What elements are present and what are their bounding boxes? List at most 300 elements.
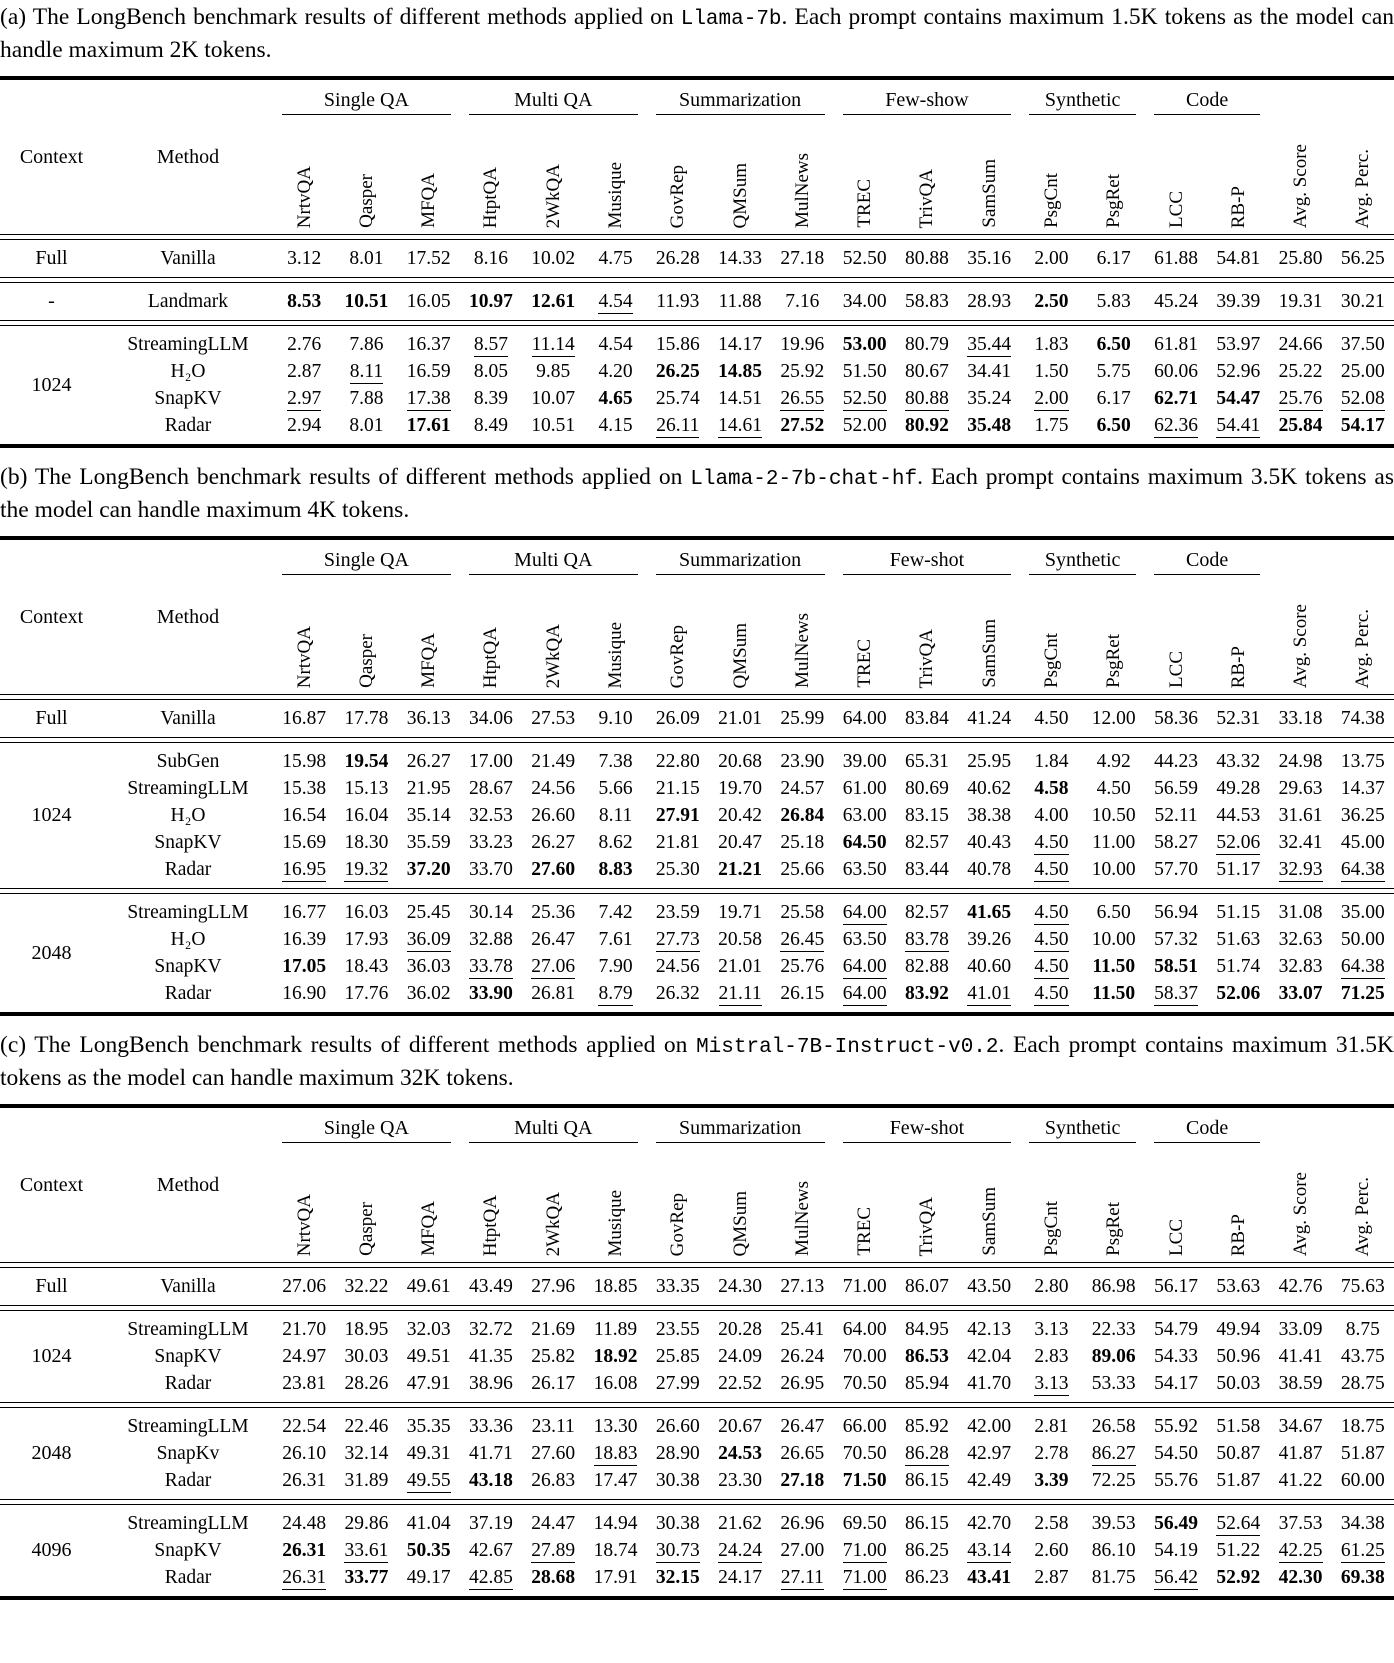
value-cell: 10.00: [1091, 929, 1136, 950]
value-cell: 2.60: [1034, 1540, 1069, 1561]
value-cell: 51.17: [1216, 859, 1261, 880]
value-cell: 50.03: [1216, 1373, 1261, 1394]
value-cell: [1269, 1564, 1331, 1591]
value-cell: [771, 926, 833, 953]
value-cell: 61.88: [1154, 248, 1198, 269]
value-cell: [522, 856, 584, 883]
value-cell: 22.33: [1091, 1319, 1136, 1340]
group-header: Code: [1186, 89, 1229, 111]
value-cell: [1145, 980, 1207, 1007]
second-best-value: 71.00: [842, 1567, 887, 1588]
best-value: 6.50: [1096, 415, 1131, 436]
model-name: Llama-2-7b-chat-hf: [690, 468, 918, 491]
column-header-label: SamSum: [978, 1187, 1000, 1256]
group-header: Multi QA: [514, 1117, 593, 1139]
value-cell: 27.00: [780, 1540, 825, 1561]
value-cell: 34.41: [967, 361, 1012, 382]
context-cell: Full: [35, 1275, 68, 1297]
value-cell: [1083, 1343, 1145, 1370]
value-cell: 18.74: [593, 1540, 638, 1561]
value-cell: 39.00: [842, 751, 887, 772]
column-header-cell: [481, 627, 500, 694]
value-cell: 25.66: [780, 859, 825, 880]
value-cell: 20.68: [718, 751, 763, 772]
value-cell: 23.90: [780, 751, 825, 772]
value-cell: [647, 412, 709, 439]
value-cell: 16.39: [282, 929, 327, 950]
value-cell: 35.59: [406, 832, 451, 853]
best-value: 53.00: [842, 334, 887, 355]
column-header-cell: [295, 626, 314, 694]
value-cell: 6.17: [1096, 248, 1131, 269]
context-cell: 2048: [31, 1442, 72, 1464]
method-cell: StreamingLLM: [127, 1319, 249, 1340]
method-cell: StreamingLLM: [127, 778, 249, 799]
value-cell: 15.98: [282, 751, 327, 772]
group-underline: [469, 114, 638, 115]
second-best-value: 35.44: [967, 334, 1012, 355]
value-cell: [1332, 953, 1394, 980]
value-cell: [834, 829, 896, 856]
value-cell: [834, 899, 896, 926]
value-cell: 9.85: [536, 361, 571, 382]
table-header: [0, 80, 1394, 234]
value-cell: 25.45: [406, 902, 451, 923]
method-cell: H₂O: [170, 929, 206, 950]
second-best-value: 71.00: [842, 1540, 887, 1561]
value-cell: [709, 412, 771, 439]
value-cell: 42.13: [967, 1319, 1012, 1340]
second-best-value: 2.00: [1034, 388, 1069, 409]
column-header-cell: [1104, 1202, 1123, 1262]
method-cell: SnapKV: [154, 956, 222, 977]
method-cell: StreamingLLM: [127, 1416, 249, 1437]
second-best-value: 4.50: [1034, 983, 1069, 1004]
value-cell: [522, 953, 584, 980]
method-cell: Landmark: [147, 291, 229, 312]
value-cell: 27.06: [282, 1276, 327, 1297]
value-cell: [1020, 980, 1082, 1007]
value-cell: 70.50: [842, 1443, 887, 1464]
value-cell: 54.33: [1154, 1346, 1198, 1367]
value-cell: 18.43: [344, 956, 389, 977]
value-cell: [398, 1537, 460, 1564]
value-cell: 15.13: [344, 778, 389, 799]
value-cell: 41.04: [406, 1513, 451, 1534]
value-cell: 21.01: [718, 708, 763, 729]
benchmark-table-a: [0, 76, 1394, 448]
column-header-cell: [731, 163, 750, 234]
value-cell: [522, 1564, 584, 1591]
second-best-value: 18.83: [593, 1443, 638, 1464]
best-value: 11.50: [1092, 956, 1136, 977]
value-cell: [958, 1537, 1020, 1564]
value-cell: 63.50: [842, 859, 887, 880]
group-underline: [843, 574, 1012, 575]
column-header-cell: [1229, 1214, 1248, 1262]
value-cell: 56.94: [1154, 902, 1198, 923]
value-cell: 3.13: [1034, 1319, 1069, 1340]
value-cell: 43.32: [1216, 751, 1261, 772]
value-cell: 7.16: [785, 291, 820, 312]
value-cell: 21.95: [406, 778, 451, 799]
column-header-cell: [668, 165, 687, 234]
column-header-label: NrtvQA: [293, 165, 315, 228]
second-best-value: 52.06: [1216, 832, 1261, 853]
value-cell: [647, 358, 709, 385]
value-cell: 86.98: [1091, 1276, 1136, 1297]
second-best-value: 26.45: [780, 929, 825, 950]
method-cell: Radar: [164, 1567, 212, 1588]
value-cell: 14.17: [718, 334, 763, 355]
column-header-cell: [544, 1192, 563, 1262]
best-value: 12.61: [531, 291, 576, 312]
value-cell: 17.00: [469, 751, 513, 772]
second-best-value: 64.00: [842, 983, 887, 1004]
group-header: Code: [1186, 1117, 1229, 1139]
value-cell: 9.10: [598, 708, 633, 729]
best-value: 4.58: [1034, 778, 1069, 799]
column-header-cell: [419, 173, 438, 234]
value-cell: [1332, 385, 1394, 412]
column-header-cell: [917, 629, 936, 695]
group-underline: [1029, 1142, 1136, 1143]
column-header-label: LCC: [1165, 191, 1187, 228]
value-cell: 61.00: [842, 778, 887, 799]
best-value: 17.61: [406, 415, 451, 436]
value-cell: 86.15: [904, 1470, 949, 1491]
value-cell: [1145, 412, 1207, 439]
second-best-value: 62.36: [1154, 415, 1198, 436]
value-cell: 25.95: [967, 751, 1012, 772]
group-underline: [656, 1142, 825, 1143]
value-cell: 51.50: [842, 361, 887, 382]
value-cell: 8.39: [473, 388, 509, 409]
value-cell: 10.00: [1091, 859, 1136, 880]
best-value: 14.85: [718, 361, 763, 382]
value-cell: 80.69: [904, 778, 949, 799]
group-header: Summarization: [678, 549, 802, 571]
value-cell: 52.96: [1216, 361, 1261, 382]
value-cell: [1020, 856, 1082, 883]
column-header-cell: [481, 1195, 500, 1262]
second-best-value: 4.50: [1034, 832, 1069, 853]
group-underline: [1029, 114, 1136, 115]
best-value: 37.20: [406, 859, 451, 880]
value-cell: 42.04: [967, 1346, 1012, 1367]
value-cell: 20.42: [718, 805, 763, 826]
value-cell: 21.81: [655, 832, 700, 853]
value-cell: 26.60: [655, 1416, 700, 1437]
value-cell: 66.00: [842, 1416, 887, 1437]
value-cell: 33.35: [655, 1276, 700, 1297]
value-cell: 2.78: [1034, 1443, 1069, 1464]
second-best-value: 32.93: [1278, 859, 1323, 880]
value-cell: 28.93: [967, 291, 1012, 312]
value-cell: 47.91: [406, 1373, 451, 1394]
value-cell: 63.50: [842, 929, 887, 950]
value-cell: 86.25: [904, 1540, 949, 1561]
value-cell: 11.00: [1092, 832, 1136, 853]
value-cell: [398, 385, 460, 412]
value-cell: 26.83: [531, 1470, 576, 1491]
value-cell: 50.87: [1216, 1443, 1261, 1464]
value-cell: [460, 953, 522, 980]
second-best-value: 26.31: [282, 1567, 327, 1588]
value-cell: 70.00: [842, 1346, 887, 1367]
value-cell: 26.15: [780, 983, 825, 1004]
value-cell: 52.11: [1154, 805, 1198, 826]
value-cell: 25.18: [780, 832, 825, 853]
value-cell: 21.70: [282, 1319, 327, 1340]
value-cell: 55.92: [1154, 1416, 1198, 1437]
value-cell: 51.22: [1216, 1540, 1261, 1561]
value-cell: 11.93: [656, 291, 700, 312]
value-cell: 2.87: [287, 361, 322, 382]
group-underline: [656, 574, 825, 575]
value-cell: [896, 1440, 958, 1467]
value-cell: 57.32: [1154, 929, 1198, 950]
method-cell: StreamingLLM: [127, 334, 249, 355]
value-cell: [647, 802, 709, 829]
value-cell: 23.30: [718, 1470, 763, 1491]
best-value: 89.06: [1091, 1346, 1136, 1367]
column-header-label: GovRep: [667, 1192, 689, 1256]
best-value: 69.38: [1340, 1567, 1385, 1588]
value-cell: 15.86: [655, 334, 700, 355]
column-header-cell: [855, 1207, 874, 1262]
value-cell: 28.67: [469, 778, 513, 799]
value-cell: [1020, 385, 1082, 412]
value-cell: [460, 1564, 522, 1591]
value-cell: 16.05: [406, 291, 451, 312]
value-cell: [771, 385, 833, 412]
table-section: [0, 283, 1394, 320]
method-cell: Radar: [164, 1373, 212, 1394]
group-header: Synthetic: [1044, 1117, 1121, 1139]
second-best-value: 33.61: [344, 1540, 389, 1561]
value-cell: 24.66: [1278, 334, 1323, 355]
value-cell: 64.00: [842, 1319, 887, 1340]
column-header-cell: [731, 1191, 750, 1262]
second-best-value: 33.78: [469, 956, 513, 977]
column-header-cell: [606, 622, 625, 695]
second-best-value: 4.50: [1034, 929, 1069, 950]
group-underline: [469, 574, 638, 575]
value-cell: 21.15: [655, 778, 700, 799]
column-header-cell: [1353, 609, 1372, 694]
second-best-value: 52.08: [1340, 388, 1385, 409]
caption-text: . Each prompt contains maximum 3.5K tokens as the model can handle maximum 4K tokens.: [0, 464, 1394, 523]
value-cell: 51.58: [1216, 1416, 1261, 1437]
value-cell: [1020, 899, 1082, 926]
value-cell: 32.03: [406, 1319, 451, 1340]
group-header: Multi QA: [514, 549, 593, 571]
value-cell: 24.47: [531, 1513, 576, 1534]
column-header-cell: [668, 1193, 687, 1262]
column-header-cell: [668, 625, 687, 694]
value-cell: [1145, 1564, 1207, 1591]
value-cell: 4.15: [598, 415, 633, 436]
value-cell: 26.10: [282, 1443, 327, 1464]
column-header-cell: [1353, 1177, 1372, 1262]
group-underline: [656, 114, 825, 115]
value-cell: 85.94: [904, 1373, 949, 1394]
context-column-header: Context: [19, 1173, 84, 1196]
method-cell: Radar: [164, 859, 212, 880]
value-cell: [584, 856, 646, 883]
table-header: [0, 1108, 1394, 1262]
value-cell: 30.21: [1340, 291, 1385, 312]
value-cell: 30.38: [655, 1470, 700, 1491]
value-cell: 50.96: [1216, 1346, 1261, 1367]
value-cell: 29.63: [1278, 778, 1323, 799]
value-cell: [460, 980, 522, 1007]
method-cell: Radar: [164, 1470, 212, 1491]
value-cell: 26.27: [531, 832, 576, 853]
context-cell: 1024: [31, 804, 72, 826]
column-header-cell: [419, 1201, 438, 1262]
document: [0, 2, 1394, 1600]
table-section: [0, 1408, 1394, 1499]
value-cell: 5.75: [1096, 361, 1131, 382]
value-cell: [1332, 1537, 1394, 1564]
value-cell: 83.15: [904, 805, 949, 826]
column-header-label: Avg. Score: [1290, 603, 1312, 688]
caption-text: . Each prompt contains maximum 1.5K tokens as the model can handle maximum 2K tokens.: [0, 4, 1394, 63]
value-cell: [771, 412, 833, 439]
value-cell: 18.85: [593, 1276, 638, 1297]
value-cell: 80.79: [904, 334, 949, 355]
value-cell: 58.83: [904, 291, 949, 312]
column-header-label: TREC: [854, 179, 876, 228]
value-cell: 2.76: [287, 334, 322, 355]
value-cell: 54.19: [1154, 1540, 1198, 1561]
best-value: 27.18: [780, 1470, 825, 1491]
value-cell: 51.74: [1216, 956, 1261, 977]
second-best-value: 64.38: [1340, 956, 1385, 977]
value-cell: 61.81: [1154, 334, 1198, 355]
second-best-value: 14.61: [718, 415, 763, 436]
table-bottom-rule: [0, 1012, 1394, 1016]
value-cell: [1207, 385, 1269, 412]
column-header-label: PsgCnt: [1040, 173, 1062, 228]
best-value: 56.49: [1154, 1513, 1198, 1534]
value-cell: 16.54: [282, 805, 327, 826]
value-cell: 18.95: [344, 1319, 389, 1340]
value-cell: [647, 926, 709, 953]
column-header-label: RB-P: [1227, 1213, 1249, 1256]
second-best-value: 42.25: [1278, 1540, 1323, 1561]
best-value: 35.48: [967, 415, 1012, 436]
table-bottom-rule: [0, 444, 1394, 448]
best-value: 54.17: [1340, 415, 1385, 436]
value-cell: 49.94: [1216, 1319, 1261, 1340]
value-cell: 8.11: [598, 805, 633, 826]
context-cell: 1024: [31, 1345, 72, 1367]
group-header: Synthetic: [1044, 549, 1121, 571]
value-cell: 84.95: [904, 1319, 949, 1340]
group-underline: [843, 1142, 1012, 1143]
value-cell: 28.26: [344, 1373, 389, 1394]
value-cell: 49.28: [1216, 778, 1261, 799]
value-cell: 43.75: [1340, 1346, 1385, 1367]
value-cell: 35.14: [406, 805, 451, 826]
table-section: [0, 894, 1394, 1012]
second-best-value: 26.11: [656, 415, 700, 436]
column-header-cell: [544, 164, 563, 234]
value-cell: [1145, 1510, 1207, 1537]
value-cell: 35.00: [1340, 902, 1385, 923]
table-b-caption: [0, 462, 1394, 526]
column-header-label: QMSum: [729, 162, 751, 228]
best-value: 2.50: [1034, 291, 1069, 312]
value-cell: 21.01: [718, 956, 763, 977]
value-cell: [1083, 331, 1145, 358]
value-cell: 28.75: [1340, 1373, 1385, 1394]
second-best-value: 4.50: [1034, 902, 1069, 923]
best-value: 41.65: [967, 902, 1012, 923]
method-cell: H₂O: [170, 361, 206, 382]
table-header: [0, 540, 1394, 694]
column-header-cell: [481, 167, 500, 234]
value-cell: 2.81: [1034, 1416, 1069, 1437]
value-cell: 42.00: [967, 1416, 1012, 1437]
value-cell: 8.16: [473, 248, 509, 269]
value-cell: 29.86: [344, 1513, 389, 1534]
value-cell: [273, 856, 335, 883]
value-cell: 26.81: [531, 983, 576, 1004]
column-header-label: TrivQA: [916, 628, 938, 688]
value-cell: [1020, 1370, 1082, 1397]
value-cell: [1020, 775, 1082, 802]
value-cell: 17.93: [344, 929, 389, 950]
value-cell: [273, 1564, 335, 1591]
best-value: 26.25: [655, 361, 700, 382]
value-cell: 15.69: [282, 832, 327, 853]
value-cell: [335, 288, 397, 315]
column-header-cell: [606, 162, 625, 235]
value-cell: 36.25: [1340, 805, 1385, 826]
value-cell: 17.47: [593, 1470, 638, 1491]
column-header-cell: [980, 1187, 999, 1262]
value-cell: [771, 1564, 833, 1591]
column-header-cell: [1229, 646, 1248, 694]
value-cell: [834, 1537, 896, 1564]
value-cell: 86.23: [904, 1567, 949, 1588]
value-cell: 32.72: [469, 1319, 513, 1340]
value-cell: 23.55: [655, 1319, 700, 1340]
value-cell: 41.24: [967, 708, 1012, 729]
column-header-cell: [1104, 634, 1123, 694]
best-value: 54.47: [1216, 388, 1261, 409]
value-cell: 34.38: [1340, 1513, 1385, 1534]
second-best-value: 17.38: [406, 388, 451, 409]
value-cell: 21.62: [718, 1513, 763, 1534]
second-best-value: 52.50: [842, 388, 887, 409]
best-value: 71.25: [1340, 983, 1385, 1004]
group-underline: [282, 574, 451, 575]
method-cell: H₂O: [170, 805, 206, 826]
value-cell: [958, 331, 1020, 358]
best-value: 4.65: [598, 388, 633, 409]
value-cell: 33.09: [1278, 1319, 1323, 1340]
value-cell: 17.91: [593, 1567, 638, 1588]
value-cell: 7.90: [598, 956, 633, 977]
column-header-cell: [1229, 186, 1248, 234]
value-cell: 14.51: [718, 388, 763, 409]
method-cell: SnapKV: [154, 388, 222, 409]
